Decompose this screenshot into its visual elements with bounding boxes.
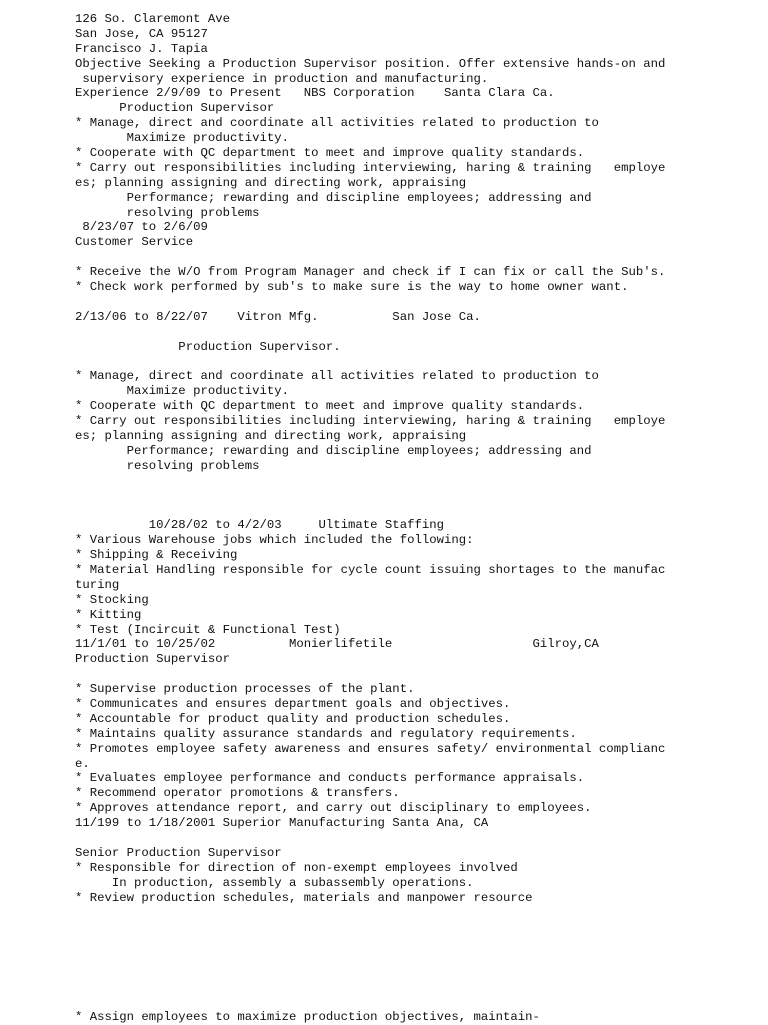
document-line: * Accountable for product quality and production schedules. <box>75 711 511 726</box>
document-line: Senior Production Supervisor <box>75 845 282 860</box>
document-line: 126 So. Claremont Ave <box>75 12 230 26</box>
document-line: es; planning assigning and directing work, appraising <box>75 428 467 443</box>
document-line: Experience 2/9/09 to Present NBS Corporation Santa Clara Ca. <box>75 86 555 101</box>
document-line: * Promotes employee safety awareness and ensures safety/ environmental complianc <box>75 741 666 756</box>
document-line: * Material Handling responsible for cycle count issuing shortages to the manufac <box>75 562 666 577</box>
document-line: Maximize productivity. <box>75 384 290 399</box>
document-line <box>75 489 755 504</box>
document-line: * Cooperate with QC department to meet and improve quality standards. <box>75 399 585 414</box>
document-line: 10/28/02 to 4/2/03 Ultimate Staffing <box>75 518 444 533</box>
document-line: es; planning assigning and directing work, appraising <box>75 175 467 190</box>
document-line <box>75 995 755 1010</box>
document-line: * Manage, direct and coordinate all activities related to production to <box>75 369 599 384</box>
document-line <box>75 295 755 310</box>
document-line <box>75 354 755 369</box>
document-line: * Responsible for direction of non-exempt employees involved <box>75 860 518 875</box>
document-line: * Maintains quality assurance standards and regulatory requirements. <box>75 726 577 741</box>
document-line: * Assign employees to maximize production objectives, maintain- <box>75 1009 540 1024</box>
document-line: * Review production schedules, materials and manpower resource <box>75 890 533 905</box>
document-line: 8/23/07 to 2/6/09 <box>75 220 208 235</box>
document-line: * Receive the W/O from Program Manager and check if I can fix or call the Sub's. <box>75 265 666 280</box>
document-line: * Cooperate with QC department to meet and improve quality standards. <box>75 146 585 161</box>
document-line <box>75 905 755 920</box>
document-line: * Kitting <box>75 607 142 622</box>
document-line: In production, assembly a subassembly operations. <box>75 875 474 890</box>
document-line <box>75 950 755 965</box>
document-line: Customer Service <box>75 235 194 250</box>
document-line: Performance; rewarding and discipline employees; addressing and <box>75 190 592 205</box>
document-line <box>75 920 755 935</box>
document-line: * Recommend operator promotions & transfers. <box>75 786 400 801</box>
document-line: Production Supervisor <box>75 652 230 667</box>
document-line: resolving problems <box>75 205 260 220</box>
document-line: 11/1/01 to 10/25/02 Monierlifetile Gilroy,CA <box>75 637 599 652</box>
document-line: 2/13/06 to 8/22/07 Vitron Mfg. San Jose Ca. <box>75 309 481 324</box>
document-line: 11/199 to 1/18/2001 Superior Manufacturing Santa Ana, CA <box>75 816 489 831</box>
document-line: * Supervise production processes of the plant. <box>75 682 415 697</box>
document-line: * Check work performed by sub's to make sure is the way to home owner want. <box>75 280 629 295</box>
document-line: * Shipping & Receiving <box>75 548 238 563</box>
document-line: Performance; rewarding and discipline employees; addressing and <box>75 443 592 458</box>
document-line: * Approves attendance report, and carry out disciplinary to employees. <box>75 801 592 816</box>
document-line: e. <box>75 756 90 771</box>
document-line: * Carry out responsibilities including interviewing, haring & training employe <box>75 414 666 429</box>
document-line: * Manage, direct and coordinate all activities related to production to <box>75 116 599 131</box>
document-line <box>75 831 755 846</box>
document-line: * Communicates and ensures department goals and objectives. <box>75 696 511 711</box>
document-line: turing <box>75 577 120 592</box>
document-line <box>75 667 755 682</box>
document-line: Production Supervisor. <box>75 339 341 354</box>
document-line: * Test (Incircuit & Functional Test) <box>75 622 341 637</box>
document-line: supervisory experience in production and manufacturing. <box>75 71 489 86</box>
document-line: Production Supervisor <box>75 101 275 116</box>
document-line: Objective Seeking a Production Supervisor position. Offer extensive hands-on and <box>75 56 666 71</box>
document-line: Maximize productivity. <box>75 131 290 146</box>
document-line: * Evaluates employee performance and conducts performance appraisals. <box>75 771 585 786</box>
document-line: * Carry out responsibilities including interviewing, haring & training employe <box>75 160 666 175</box>
document-line: * Various Warehouse jobs which included the following: <box>75 533 474 548</box>
document-line <box>75 250 755 265</box>
document-line: resolving problems <box>75 458 260 473</box>
document-line: San Jose, CA 95127 <box>75 26 208 41</box>
document-line: * Stocking <box>75 592 149 607</box>
document-line <box>75 474 755 489</box>
document-line <box>75 503 755 518</box>
resume-document <box>75 12 755 1025</box>
document-line <box>75 980 755 995</box>
document-line: Francisco J. Tapia <box>75 41 208 56</box>
document-line <box>75 325 755 340</box>
document-line <box>75 935 755 950</box>
document-line <box>75 965 755 980</box>
